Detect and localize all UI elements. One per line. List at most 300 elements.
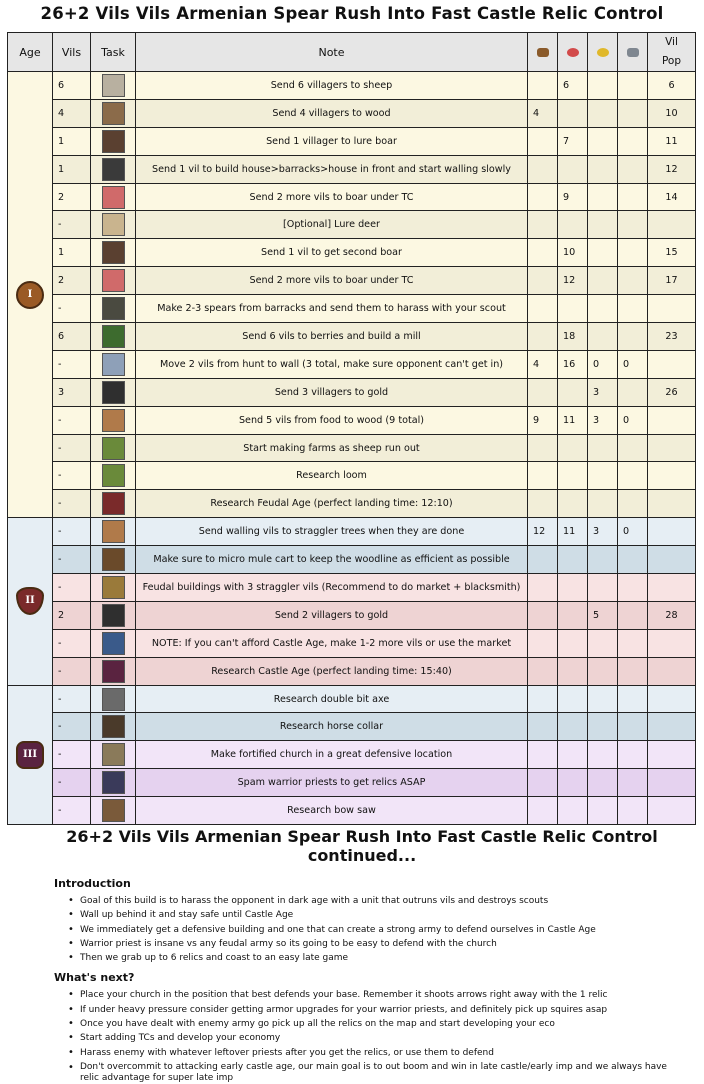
food-cell xyxy=(558,574,588,602)
boar-icon xyxy=(102,241,125,264)
vil-pop-cell xyxy=(648,657,696,685)
pickaxe-icon xyxy=(102,604,125,627)
age-cell xyxy=(8,518,53,685)
gold-cell: 3 xyxy=(588,378,618,406)
meat-icon xyxy=(102,186,125,209)
gold-cell xyxy=(588,239,618,267)
wood-logs-icon xyxy=(102,409,125,432)
list-item: • Goal of this build is to harass the opponent in dark age with a unit that outruns vils and destroys scouts xyxy=(68,894,684,908)
table-row xyxy=(8,769,696,797)
gold-cell xyxy=(588,769,618,797)
stone-cell xyxy=(618,574,648,602)
table-row xyxy=(8,490,696,518)
note-cell: Send 1 vil to build house>barracks>house in front and start walling slowly xyxy=(136,155,528,183)
gold-cell: 5 xyxy=(588,601,618,629)
food-cell xyxy=(558,769,588,797)
stone-cell xyxy=(618,267,648,295)
vil-pop-cell xyxy=(648,769,696,797)
stone-cell xyxy=(618,713,648,741)
vil-pop-cell xyxy=(648,713,696,741)
food-cell xyxy=(558,295,588,323)
food-cell xyxy=(558,601,588,629)
gold-cell xyxy=(588,685,618,713)
table-row xyxy=(8,601,696,629)
vil-pop-cell xyxy=(648,295,696,323)
wood-cell xyxy=(528,323,558,351)
stone-cell: 0 xyxy=(618,518,648,546)
food-cell xyxy=(558,490,588,518)
header-gold xyxy=(588,33,618,72)
task-cell xyxy=(91,741,136,769)
boar-icon xyxy=(102,130,125,153)
stone-cell xyxy=(618,127,648,155)
crossed-swords-icon xyxy=(102,158,125,181)
list-item: • Place your church in the position that best defends your base. Remember it shoots arrows right away with the 1 relic xyxy=(68,988,684,1002)
task-cell xyxy=(91,601,136,629)
task-cell xyxy=(91,211,136,239)
note-cell: Research bow saw xyxy=(136,797,528,825)
vils-cell: 6 xyxy=(53,323,91,351)
table-row xyxy=(8,155,696,183)
table-row xyxy=(8,713,696,741)
stone-cell xyxy=(618,295,648,323)
task-cell xyxy=(91,295,136,323)
table-row xyxy=(8,127,696,155)
table-row xyxy=(8,657,696,685)
stone-cell xyxy=(618,797,648,825)
stone-cell xyxy=(618,657,648,685)
palisade-wall-icon xyxy=(102,353,125,376)
note-cell: Start making farms as sheep run out xyxy=(136,434,528,462)
header-food xyxy=(558,33,588,72)
wood-cell xyxy=(528,183,558,211)
next-list xyxy=(68,988,684,1083)
table-row xyxy=(8,462,696,490)
header-wood xyxy=(528,33,558,72)
food-cell xyxy=(558,685,588,713)
vils-cell: - xyxy=(53,434,91,462)
pickaxe-icon xyxy=(102,381,125,404)
wood-cell xyxy=(528,601,558,629)
list-item: • We immediately get a defensive building and one that can create a strong army to defend ourselves in Castle Age xyxy=(68,923,684,937)
wood-cell xyxy=(528,713,558,741)
vils-cell: 1 xyxy=(53,239,91,267)
wood-cell xyxy=(528,295,558,323)
fortified-church-icon xyxy=(102,743,125,766)
vil-pop-cell xyxy=(648,741,696,769)
note-cell: Spam warrior priests to get relics ASAP xyxy=(136,769,528,797)
task-cell xyxy=(91,406,136,434)
stone-cell xyxy=(618,99,648,127)
wood-cell xyxy=(528,629,558,657)
task-cell xyxy=(91,546,136,574)
gold-cell xyxy=(588,127,618,155)
wood-cell xyxy=(528,462,558,490)
food-cell xyxy=(558,378,588,406)
gold-icon xyxy=(597,48,609,57)
stone-cell xyxy=(618,546,648,574)
wood-cell xyxy=(528,72,558,100)
vil-pop-cell: 23 xyxy=(648,323,696,351)
table-row xyxy=(8,546,696,574)
stone-cell xyxy=(618,183,648,211)
note-cell: Research horse collar xyxy=(136,713,528,741)
food-cell: 11 xyxy=(558,406,588,434)
task-cell xyxy=(91,434,136,462)
vils-cell: - xyxy=(53,741,91,769)
wood-logs-icon xyxy=(102,520,125,543)
note-cell: Send 5 vils from food to wood (9 total) xyxy=(136,406,528,434)
food-cell xyxy=(558,741,588,769)
task-cell xyxy=(91,99,136,127)
note-cell: Send 6 villagers to sheep xyxy=(136,72,528,100)
task-cell xyxy=(91,574,136,602)
gold-cell: 3 xyxy=(588,406,618,434)
list-item: • Don't overcommit to attacking early castle age, our main goal is to out boom and win in late castle/early imp and we always have relic advantage for super late imp xyxy=(68,1062,684,1084)
villager-icon xyxy=(102,632,125,655)
wood-cell: 4 xyxy=(528,350,558,378)
task-cell xyxy=(91,267,136,295)
task-cell xyxy=(91,350,136,378)
vil-pop-cell: 28 xyxy=(648,601,696,629)
task-cell xyxy=(91,713,136,741)
wood-icon xyxy=(537,48,549,57)
header-note: Note xyxy=(136,33,528,72)
gold-cell: 0 xyxy=(588,350,618,378)
list-item: • Then we grab up to 6 relics and coast to an easy late game xyxy=(68,951,684,965)
task-cell xyxy=(91,183,136,211)
feudal-age-icon xyxy=(102,492,125,515)
build-order-table xyxy=(7,32,696,825)
task-cell xyxy=(91,490,136,518)
vil-pop-cell xyxy=(648,574,696,602)
task-cell xyxy=(91,239,136,267)
gold-cell xyxy=(588,574,618,602)
list-item: • Warrior priest is insane vs any feudal army so its going to be easy to defend with the church xyxy=(68,937,684,951)
note-cell: Send 4 villagers to wood xyxy=(136,99,528,127)
vils-cell: - xyxy=(53,490,91,518)
wood-cell xyxy=(528,769,558,797)
farm-icon xyxy=(102,464,125,487)
intro-heading: Introduction xyxy=(54,877,131,890)
food-icon xyxy=(567,48,579,57)
header-vils: Vils xyxy=(53,33,91,72)
vils-cell: 1 xyxy=(53,155,91,183)
stone-cell xyxy=(618,601,648,629)
food-cell xyxy=(558,797,588,825)
note-cell: Research loom xyxy=(136,462,528,490)
stone-cell: 0 xyxy=(618,350,648,378)
table-row xyxy=(8,323,696,351)
wood-cell: 4 xyxy=(528,99,558,127)
vil-pop-cell xyxy=(648,518,696,546)
table-row xyxy=(8,350,696,378)
task-cell xyxy=(91,629,136,657)
task-cell xyxy=(91,685,136,713)
vils-cell: 4 xyxy=(53,99,91,127)
page-title: 26+2 Vils Vils Armenian Spear Rush Into Fast Castle Relic Control xyxy=(40,4,664,23)
note-cell: [Optional] Lure deer xyxy=(136,211,528,239)
wood-cell: 9 xyxy=(528,406,558,434)
gold-cell xyxy=(588,99,618,127)
note-cell: Send 1 villager to lure boar xyxy=(136,127,528,155)
stone-cell xyxy=(618,434,648,462)
vil-pop-cell xyxy=(648,350,696,378)
food-cell xyxy=(558,657,588,685)
table-row xyxy=(8,267,696,295)
vil-pop-cell: 26 xyxy=(648,378,696,406)
table-row xyxy=(8,406,696,434)
note-cell: Research double bit axe xyxy=(136,685,528,713)
wood-cell xyxy=(528,434,558,462)
stone-cell xyxy=(618,211,648,239)
vils-cell: - xyxy=(53,713,91,741)
wood-cell xyxy=(528,490,558,518)
table-row xyxy=(8,629,696,657)
sheep-icon xyxy=(102,74,125,97)
feudal-age-icon: II xyxy=(16,587,44,615)
note-cell: Send 6 vils to berries and build a mill xyxy=(136,323,528,351)
vils-cell: - xyxy=(53,546,91,574)
gold-cell xyxy=(588,155,618,183)
vil-pop-cell xyxy=(648,406,696,434)
food-cell: 9 xyxy=(558,183,588,211)
wood-cell xyxy=(528,267,558,295)
dark-age-icon: I xyxy=(16,281,44,309)
vil-pop-cell xyxy=(648,434,696,462)
vils-cell: 6 xyxy=(53,72,91,100)
header-task: Task xyxy=(91,33,136,72)
food-cell: 11 xyxy=(558,518,588,546)
vil-pop-cell: 11 xyxy=(648,127,696,155)
table-row xyxy=(8,183,696,211)
header-age: Age xyxy=(8,33,53,72)
stone-cell xyxy=(618,629,648,657)
list-item: • Start adding TCs and develop your economy xyxy=(68,1031,684,1045)
vils-cell: 2 xyxy=(53,183,91,211)
header-vil-pop: Vil Pop xyxy=(648,33,696,72)
stone-cell xyxy=(618,741,648,769)
market-scales-icon xyxy=(102,576,125,599)
vils-cell: - xyxy=(53,211,91,239)
food-cell xyxy=(558,211,588,239)
continued-title: 26+2 Vils Vils Armenian Spear Rush Into Fast Castle Relic Control continued... xyxy=(66,827,658,865)
vils-cell: - xyxy=(53,406,91,434)
vils-cell: - xyxy=(53,350,91,378)
stone-cell xyxy=(618,462,648,490)
vils-cell: - xyxy=(53,574,91,602)
farm-icon xyxy=(102,437,125,460)
task-cell xyxy=(91,127,136,155)
wood-cell xyxy=(528,685,558,713)
vil-pop-cell xyxy=(648,797,696,825)
table-row xyxy=(8,378,696,406)
gold-cell xyxy=(588,741,618,769)
vil-pop-cell: 17 xyxy=(648,267,696,295)
wood-cell xyxy=(528,127,558,155)
gold-cell xyxy=(588,211,618,239)
food-cell: 16 xyxy=(558,350,588,378)
table-row xyxy=(8,434,696,462)
note-cell: Send 1 vil to get second boar xyxy=(136,239,528,267)
table-row xyxy=(8,211,696,239)
vil-pop-cell xyxy=(648,629,696,657)
stone-icon xyxy=(627,48,639,57)
note-cell: Move 2 vils from hunt to wall (3 total, make sure opponent can't get in) xyxy=(136,350,528,378)
intro-list xyxy=(68,894,684,965)
gold-cell xyxy=(588,72,618,100)
age-cell xyxy=(8,685,53,824)
note-cell: Send 2 villagers to gold xyxy=(136,601,528,629)
gold-cell xyxy=(588,490,618,518)
task-cell xyxy=(91,657,136,685)
warrior-priest-icon xyxy=(102,771,125,794)
stone-cell xyxy=(618,378,648,406)
list-item: • Once you have dealt with enemy army go pick up all the relics on the map and start developing your eco xyxy=(68,1017,684,1031)
vils-cell: 1 xyxy=(53,127,91,155)
stone-cell xyxy=(618,490,648,518)
vil-pop-cell: 6 xyxy=(648,72,696,100)
task-cell xyxy=(91,155,136,183)
horse-collar-icon xyxy=(102,715,125,738)
food-cell: 6 xyxy=(558,72,588,100)
stone-cell xyxy=(618,155,648,183)
food-cell xyxy=(558,546,588,574)
note-cell: Make fortified church in a great defensive location xyxy=(136,741,528,769)
note-cell: Send 2 more vils to boar under TC xyxy=(136,183,528,211)
vils-cell: 3 xyxy=(53,378,91,406)
wood-cell xyxy=(528,546,558,574)
vils-cell: 2 xyxy=(53,601,91,629)
gold-cell xyxy=(588,629,618,657)
gold-cell xyxy=(588,323,618,351)
bow-saw-icon xyxy=(102,799,125,822)
vil-pop-cell: 15 xyxy=(648,239,696,267)
vil-pop-cell: 14 xyxy=(648,183,696,211)
note-cell: Send walling vils to straggler trees when they are done xyxy=(136,518,528,546)
gold-cell xyxy=(588,657,618,685)
vils-cell: - xyxy=(53,797,91,825)
note-cell: Make sure to micro mule cart to keep the woodline as efficient as possible xyxy=(136,546,528,574)
food-cell: 10 xyxy=(558,239,588,267)
wood-cell xyxy=(528,378,558,406)
note-cell: Feudal buildings with 3 straggler vils (Recommend to do market + blacksmith) xyxy=(136,574,528,602)
note-cell: Research Feudal Age (perfect landing time: 12:10) xyxy=(136,490,528,518)
task-cell xyxy=(91,72,136,100)
task-cell xyxy=(91,769,136,797)
table-row xyxy=(8,72,696,100)
vils-cell: 2 xyxy=(53,267,91,295)
vil-pop-cell xyxy=(648,211,696,239)
table-row xyxy=(8,741,696,769)
food-cell xyxy=(558,99,588,127)
next-heading: What's next? xyxy=(54,971,135,985)
food-cell xyxy=(558,713,588,741)
gold-cell xyxy=(588,183,618,211)
food-cell xyxy=(558,155,588,183)
table-row xyxy=(8,99,696,127)
spearman-icon xyxy=(102,297,125,320)
vil-pop-cell xyxy=(648,546,696,574)
list-item: • Wall up behind it and stay safe until Castle Age xyxy=(68,908,684,922)
food-cell xyxy=(558,434,588,462)
food-cell: 7 xyxy=(558,127,588,155)
vil-pop-cell: 10 xyxy=(648,99,696,127)
table-row xyxy=(8,685,696,713)
meat-icon xyxy=(102,269,125,292)
wood-cell xyxy=(528,657,558,685)
castle-age-icon xyxy=(102,660,125,683)
gold-cell xyxy=(588,462,618,490)
berries-icon xyxy=(102,325,125,348)
task-cell xyxy=(91,378,136,406)
wood-cell xyxy=(528,239,558,267)
table-row xyxy=(8,239,696,267)
wood-cell xyxy=(528,155,558,183)
header-row xyxy=(8,33,696,72)
continued-section xyxy=(0,827,704,1084)
stone-cell xyxy=(618,323,648,351)
gold-cell xyxy=(588,713,618,741)
vils-cell: - xyxy=(53,769,91,797)
task-cell xyxy=(91,323,136,351)
table-row xyxy=(8,574,696,602)
gold-cell xyxy=(588,267,618,295)
task-cell xyxy=(91,462,136,490)
build-order-body xyxy=(8,72,696,825)
vils-cell: - xyxy=(53,685,91,713)
mule-cart-icon xyxy=(102,548,125,571)
food-cell xyxy=(558,629,588,657)
table-row xyxy=(8,295,696,323)
task-cell xyxy=(91,518,136,546)
gold-cell: 3 xyxy=(588,518,618,546)
vils-cell: - xyxy=(53,518,91,546)
vils-cell: - xyxy=(53,629,91,657)
stone-cell: 0 xyxy=(618,406,648,434)
vils-cell: - xyxy=(53,462,91,490)
list-item: • Harass enemy with whatever leftover priests after you get the relics, or use them to defend xyxy=(68,1046,684,1060)
castle-age-icon: III xyxy=(16,741,44,769)
table-row xyxy=(8,518,696,546)
gold-cell xyxy=(588,295,618,323)
note-cell: Research Castle Age (perfect landing time: 15:40) xyxy=(136,657,528,685)
vils-cell: - xyxy=(53,657,91,685)
vil-pop-cell xyxy=(648,490,696,518)
list-item: • If under heavy pressure consider getting armor upgrades for your warrior priests, and definitely pick up squires asap xyxy=(68,1003,684,1017)
axe-icon xyxy=(102,102,125,125)
note-cell: Send 3 villagers to gold xyxy=(136,378,528,406)
wood-cell xyxy=(528,211,558,239)
food-cell xyxy=(558,462,588,490)
double-bit-axe-icon xyxy=(102,688,125,711)
wood-cell xyxy=(528,797,558,825)
note-cell: NOTE: If you can't afford Castle Age, make 1-2 more vils or use the market xyxy=(136,629,528,657)
stone-cell xyxy=(618,72,648,100)
stone-cell xyxy=(618,685,648,713)
wood-cell xyxy=(528,574,558,602)
stone-cell xyxy=(618,239,648,267)
note-cell: Make 2-3 spears from barracks and send them to harass with your scout xyxy=(136,295,528,323)
vil-pop-cell: 12 xyxy=(648,155,696,183)
task-cell xyxy=(91,797,136,825)
header-stone xyxy=(618,33,648,72)
vil-pop-cell xyxy=(648,685,696,713)
vils-cell: - xyxy=(53,295,91,323)
table-row xyxy=(8,797,696,825)
gold-cell xyxy=(588,546,618,574)
gold-cell xyxy=(588,797,618,825)
